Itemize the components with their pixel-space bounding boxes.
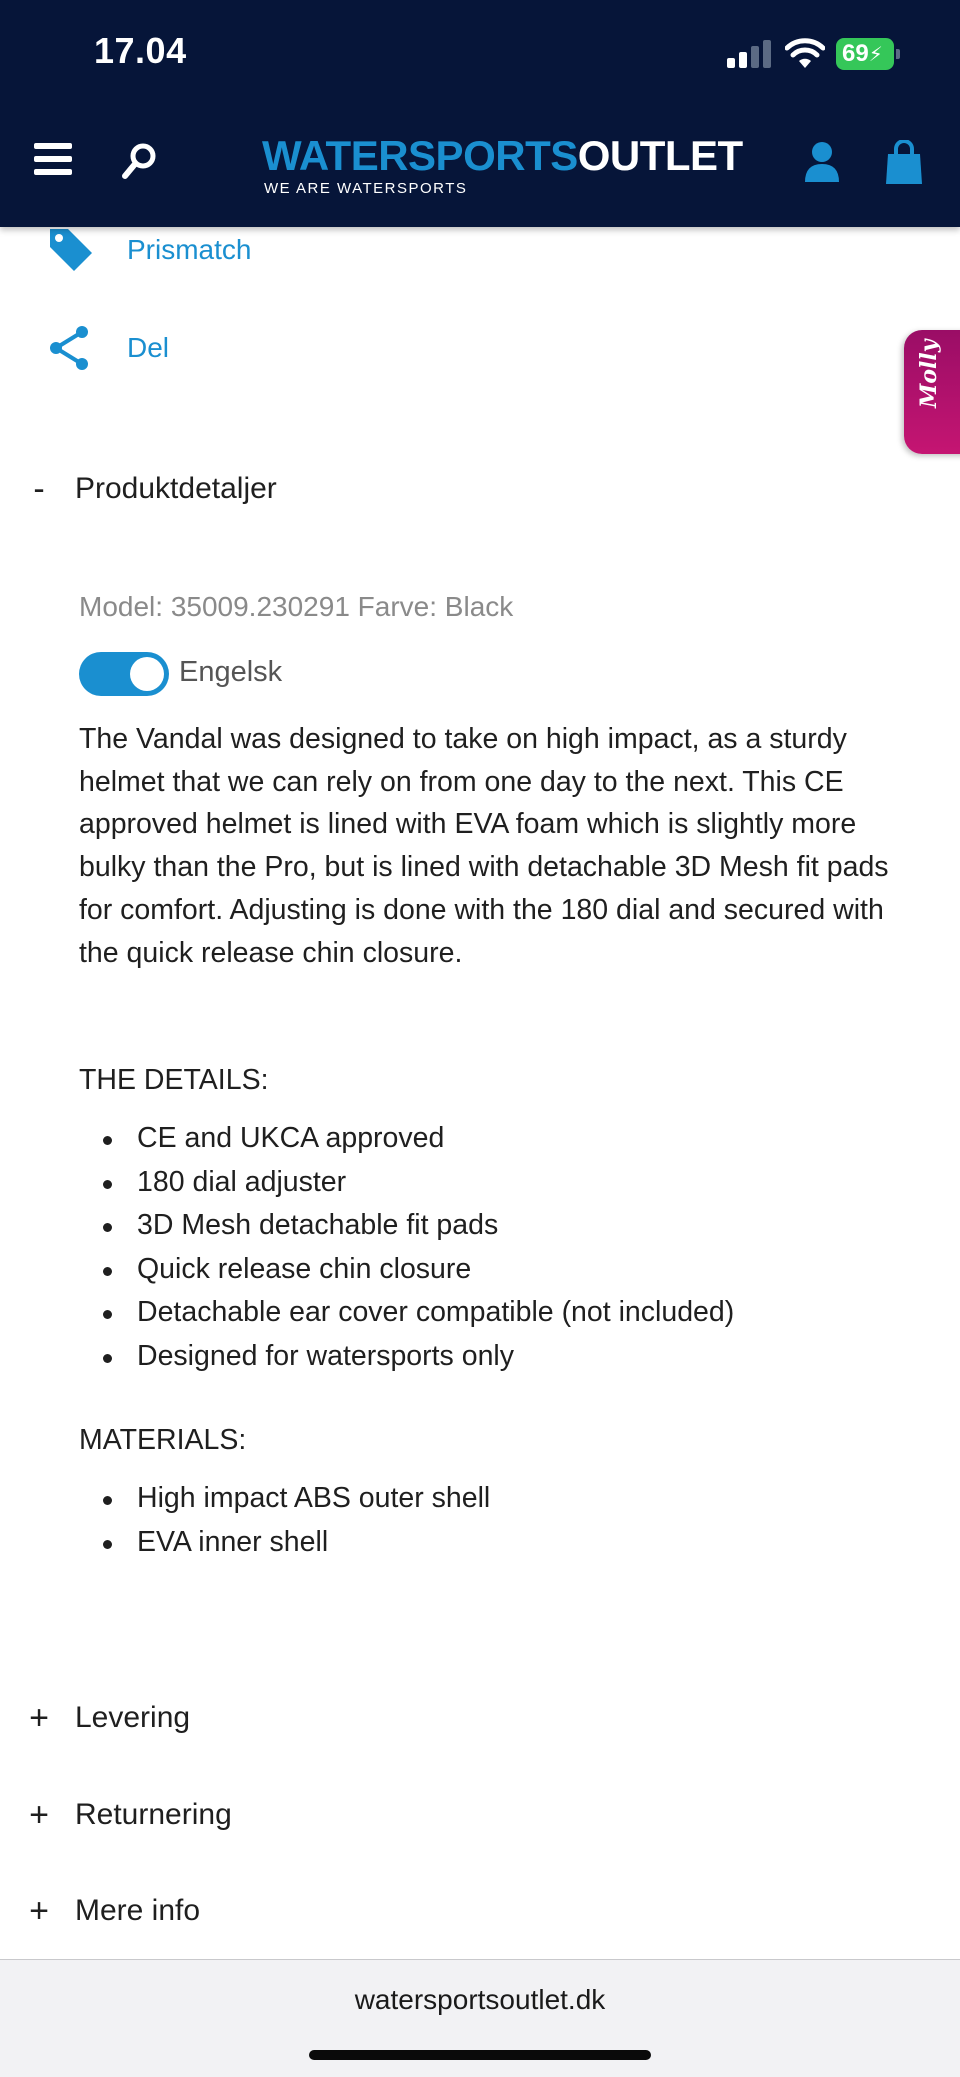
battery-icon: 69⚡ — [836, 38, 900, 70]
materials-list — [79, 1477, 490, 1564]
share-icon — [46, 324, 94, 372]
accordion-title: Levering — [75, 1701, 191, 1734]
molly-chat-tab[interactable] — [904, 330, 960, 454]
accordion-levering[interactable] — [27, 1696, 191, 1740]
list-item: 3D Mesh detachable fit pads — [79, 1204, 734, 1248]
accordion-title: Mere info — [75, 1894, 201, 1927]
accordion-mere-info[interactable] — [27, 1889, 201, 1933]
cellular-signal-icon — [727, 40, 771, 68]
list-item: Detachable ear cover compatible (not included) — [79, 1291, 734, 1335]
user-icon[interactable] — [803, 140, 841, 184]
list-item: CE and UKCA approved — [79, 1117, 734, 1161]
logo-part-white: OUTLET — [577, 132, 743, 179]
accordion-returnering[interactable] — [27, 1793, 232, 1837]
product-description: The Vandal was designed to take on high impact, as a sturdy helmet that we can rely on from one day to the next. This CE approved helmet is lined with EVA foam which is slightly more bulky than the Pro, but is lined with detachable 3D Mesh fit pads for comfort. Adjusting is done with the 180 dial and secured with the quick release chin closure. — [79, 723, 889, 969]
collapse-icon: - — [33, 469, 45, 508]
materials-heading: MATERIALS: — [79, 1424, 247, 1456]
home-indicator[interactable] — [309, 2050, 651, 2060]
logo-part-blue: WATERSPORTS — [262, 132, 578, 179]
list-item: Quick release chin closure — [79, 1248, 734, 1292]
accordion-title: Returnering — [75, 1798, 232, 1831]
prismatch-link[interactable] — [46, 227, 252, 273]
expand-icon: + — [29, 1795, 49, 1834]
bag-icon[interactable] — [885, 140, 923, 186]
details-list — [79, 1117, 734, 1379]
toggle-label: Engelsk — [179, 656, 283, 688]
status-time: 17.04 — [94, 30, 187, 71]
battery-level: 69 — [842, 40, 869, 67]
site-header — [0, 0, 960, 227]
prismatch-label: Prismatch — [127, 234, 252, 265]
share-link[interactable] — [46, 325, 170, 371]
menu-icon[interactable] — [34, 143, 72, 175]
model-color-info: Model: 35009.230291 Farve: Black — [79, 591, 514, 622]
expand-icon: + — [29, 1698, 49, 1737]
list-item: EVA inner shell — [79, 1521, 490, 1565]
molly-label: Molly — [916, 339, 942, 408]
list-item: Designed for watersports only — [79, 1335, 734, 1379]
search-icon[interactable] — [122, 142, 158, 180]
site-logo[interactable] — [262, 132, 743, 197]
url-field[interactable]: watersportsoutlet.dk — [354, 1984, 606, 2015]
list-item: High impact ABS outer shell — [79, 1477, 490, 1521]
accordion-produktdetaljer[interactable] — [27, 467, 277, 511]
list-item: 180 dial adjuster — [79, 1161, 734, 1205]
wifi-icon — [785, 38, 825, 70]
language-toggle[interactable] — [79, 652, 169, 696]
browser-address-bar — [0, 1959, 960, 2077]
share-label: Del — [127, 332, 170, 363]
accordion-title: Produktdetaljer — [75, 472, 277, 505]
logo-tagline: WE ARE WATERSPORTS — [264, 180, 468, 197]
details-heading: THE DETAILS: — [79, 1064, 269, 1096]
tag-icon — [46, 225, 94, 273]
expand-icon: + — [29, 1891, 49, 1930]
